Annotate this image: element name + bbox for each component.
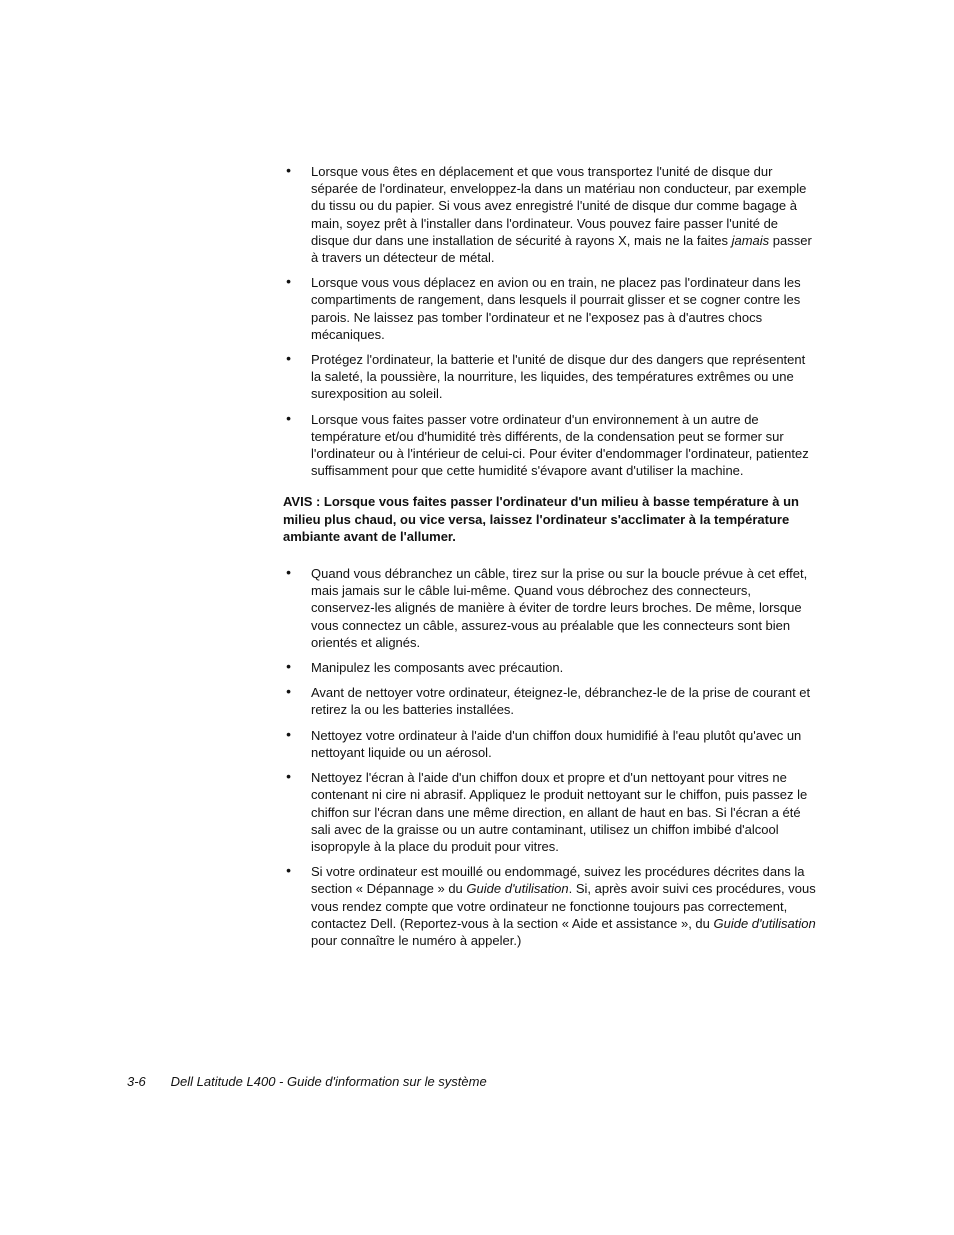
emphasis-text: Guide d'utilisation: [713, 915, 816, 931]
bullet-icon: •: [286, 768, 291, 785]
bullet-item: [283, 565, 818, 651]
bullet-icon: •: [286, 564, 291, 581]
body-text: Lorsque vous êtes en déplacement et que vous transportez l'unité de disque dur séparée de l'ordinateur, enveloppez-la dans un matériau non conducteur, par exemple du tissu ou du papier. Si vous avez enregistré l'unité de disque dur comme bagage à main, soyez prêt à l'installer dans l'ordinateur. Vous pouvez faire passer l'unité de disque dur dans une installation de sécurité à rayons X, mais ne la faites: [311, 164, 807, 248]
bullet-item: [283, 727, 818, 761]
bullet-icon: •: [286, 862, 291, 879]
bullet-item: [283, 769, 818, 855]
bullet-icon: •: [286, 658, 291, 675]
body-text: Protégez l'ordinateur, la batterie et l'unité de disque dur des dangers que représentent la saleté, la poussière, la nourriture, les liquides, des températures extrêmes ou une surexposition au soleil.: [311, 352, 806, 402]
emphasis-text: jamais: [731, 232, 770, 248]
bullet-item: [283, 411, 818, 480]
bullet-item: [283, 684, 818, 718]
bullet-icon: •: [286, 350, 291, 367]
body-text: . Si, après avoir suivi ces procédures, vous vous rendez compte que votre ordinateur ne fonctionne toujours pas correctement, contactez Dell. (Reportez-vous à la section « Aide et assistance », du: [311, 881, 816, 931]
bullet-item: [283, 659, 818, 676]
bullet-icon: •: [286, 273, 291, 290]
emphasis-text: Guide d'utilisation: [466, 881, 569, 897]
body-text: Manipulez les composants avec précaution.: [311, 660, 564, 676]
bullet-list-handling: [283, 565, 818, 949]
body-text: pour connaître le numéro à appeler.): [311, 932, 522, 948]
body-text: Lorsque vous faites passer votre ordinateur d'un environnement à un autre de température et/ou d'humidité très différents, de la condensation peut se former sur l'ordinateur ou à l'intérieur de celui-ci. Pour éviter d'endommager l'ordinateur, patientez suffisamment pour que cette humidité s'évapore avant d'utiliser la machine.: [311, 411, 809, 479]
body-text: Quand vous débranchez un câble, tirez sur la prise ou sur la boucle prévue à cet effet, mais jamais sur le câble lui-même. Quand vous débrochez des connecteurs, conservez-les alignés de manière à éviter de tordre leurs broches. De même, lorsque vous connectez un câble, assurez-vous au préalable que les connecteurs sont bien orientés et alignés.: [311, 566, 808, 650]
bullet-list-travel: [283, 163, 818, 479]
body-text: Avant de nettoyer votre ordinateur, éteignez-le, débranchez-le de la prise de courant et retirez la ou les batteries installées.: [311, 685, 811, 718]
body-text: Nettoyez votre ordinateur à l'aide d'un chiffon doux humidifié à l'eau plutôt qu'avec un nettoyant liquide ou un aérosol.: [311, 727, 802, 760]
page-content: [283, 163, 818, 957]
bullet-icon: •: [286, 725, 291, 742]
bullet-item: [283, 163, 818, 266]
bullet-icon: •: [286, 683, 291, 700]
bullet-item: [283, 863, 818, 949]
bullet-item: [283, 351, 818, 403]
page-number: 3-6: [127, 1074, 146, 1089]
footer-title: Dell Latitude L400 - Guide d'information sur le système: [170, 1074, 487, 1089]
body-text: Nettoyez l'écran à l'aide d'un chiffon doux et propre et d'un nettoyant pour vitres ne contenant ni cire ni abrasif. Appliquez le produit nettoyant sur le chiffon, puis passez le chiffon sur l'écran dans une même direction, en allant de haut en bas. Si l'écran a été sali avec de la graisse ou un autre contaminant, utilisez un chiffon imbibé d'alcool isopropyle à la place du produit pour vitres.: [311, 770, 808, 854]
bullet-icon: •: [286, 162, 291, 178]
body-text: Lorsque vous vous déplacez en avion ou en train, ne placez pas l'ordinateur dans les compartiments de rangement, dans lesquels il pourrait glisser et se cogner contre les parois. Ne laissez pas tomber l'ordinateur et ne l'exposez pas à d'autres chocs mécaniques.: [311, 275, 801, 342]
bullet-icon: •: [286, 409, 291, 426]
body-text: Si votre ordinateur est mouillé ou endommagé, suivez les procédures décrites dans la section « Dépannage » du: [311, 864, 805, 897]
bullet-item: [283, 274, 818, 343]
page-footer: [127, 1074, 487, 1089]
notice-text: AVIS : Lorsque vous faites passer l'ordinateur d'un milieu à basse température à un milieu plus chaud, ou vice versa, laissez l'ordinateur s'acclimater à la température ambiante avant de l'allumer.: [283, 494, 799, 544]
body-text: passer à travers un détecteur de métal.: [311, 232, 812, 266]
